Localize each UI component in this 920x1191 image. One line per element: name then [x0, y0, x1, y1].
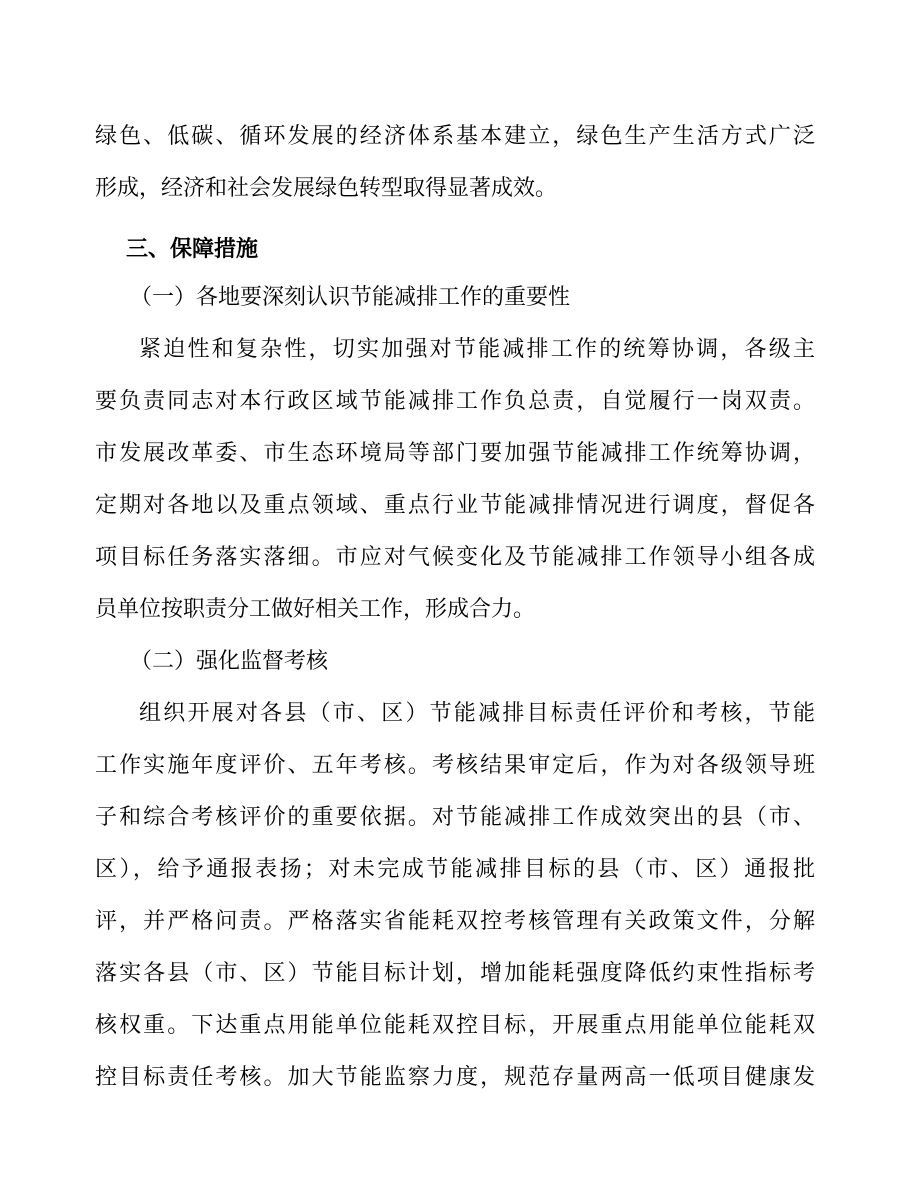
body-text-line: 员单位按职责分工做好相关工作，形成合力。	[95, 597, 536, 622]
body-text-line: 评，并严格问责。严格落实省能耗双控考核管理有关政策文件，分解	[95, 909, 815, 934]
subsection-heading: （二）强化监督考核	[130, 649, 329, 674]
body-text-line: 形成，经济和社会发展绿色转型取得显著成效。	[95, 176, 558, 201]
body-text-line: 组织开展对各县（市、区）节能减排目标责任评价和考核，节能	[139, 701, 815, 726]
body-text-line: 绿色、低碳、循环发展的经济体系基本建立，绿色生产生活方式广泛	[95, 124, 815, 149]
body-text-line: 市发展改革委、市生态环境局等部门要加强节能减排工作统筹协调，	[95, 441, 815, 466]
subsection-heading: （一）各地要深刻认识节能减排工作的重要性	[130, 285, 571, 310]
body-text-line: 定期对各地以及重点领域、重点行业节能减排情况进行调度，督促各	[95, 493, 815, 518]
body-text-line: 区），给予通报表扬；对未完成节能减排目标的县（市、区）通报批	[95, 857, 815, 882]
body-text-line: 紧迫性和复杂性，切实加强对节能减排工作的统筹协调，各级主	[139, 337, 815, 362]
body-text-line: 工作实施年度评价、五年考核。考核结果审定后，作为对各级领导班	[95, 753, 815, 778]
body-text-line: 控目标责任考核。加大节能监察力度，规范存量两高一低项目健康发	[95, 1065, 815, 1090]
body-text-line: 核权重。下达重点用能单位能耗双控目标，开展重点用能单位能耗双	[95, 1013, 815, 1038]
body-text-line: 落实各县（市、区）节能目标计划，增加能耗强度降低约束性指标考	[95, 961, 815, 986]
body-text-line: 项目标任务落实落细。市应对气候变化及节能减排工作领导小组各成	[95, 545, 815, 570]
body-text-line: 要负责同志对本行政区域节能减排工作负总责，自觉履行一岗双责。	[95, 389, 815, 414]
section-heading: 三、保障措施	[126, 237, 259, 262]
body-text-line: 子和综合考核评价的重要依据。对节能减排工作成效突出的县（市、	[95, 805, 815, 830]
